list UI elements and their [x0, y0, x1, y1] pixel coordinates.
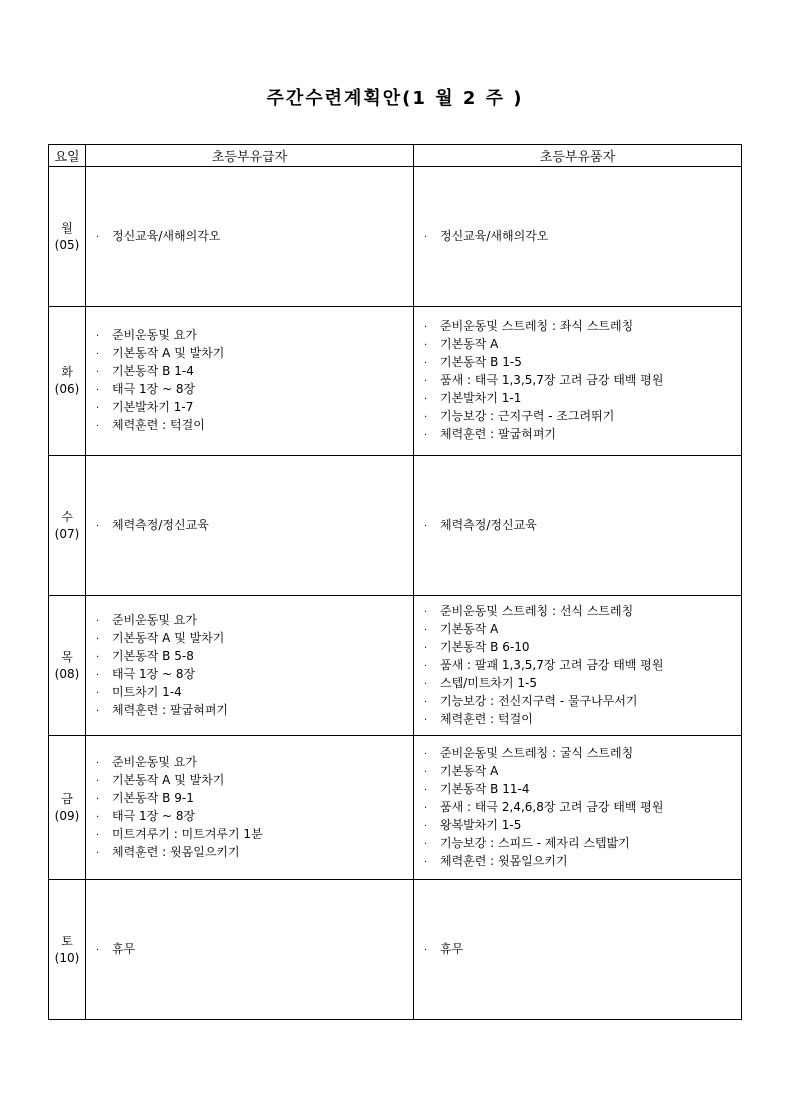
col-b-cell: [414, 736, 742, 880]
item-text: 체력측정/정신교육: [440, 517, 537, 532]
table-row: [49, 596, 742, 736]
table-row: [49, 880, 742, 1020]
list-item: [424, 639, 741, 657]
item-text: 준비운동및 스트레칭 : 좌식 스트레칭: [440, 319, 634, 333]
item-list: [424, 745, 741, 871]
item-text: 준비운동및 스트레칭 : 선식 스트레칭: [440, 603, 634, 618]
col-a-cell: [86, 736, 414, 880]
day-label: 화: [61, 365, 73, 379]
col-b-cell: [414, 307, 742, 456]
item-text: 기본동작 B 5-8: [112, 648, 194, 663]
day-date: (10): [54, 950, 80, 965]
item-list: [424, 228, 741, 246]
list-item: [424, 817, 741, 835]
list-item: [424, 336, 741, 354]
list-item: [424, 941, 741, 959]
item-text: 기본동작 B 1-5: [440, 355, 522, 369]
bullet-icon: ·: [424, 412, 428, 423]
list-item: [96, 612, 413, 630]
item-list: [424, 941, 741, 959]
item-text: 왕복발차기 1-5: [440, 817, 522, 832]
day-cell: [49, 596, 86, 736]
list-item: [424, 621, 741, 639]
bullet-icon: ·: [424, 820, 428, 832]
page-title: 주간수련계획안(1 월 2 주 ): [266, 88, 524, 109]
bullet-icon: ·: [96, 944, 100, 956]
item-text: 기본동작 A: [440, 337, 499, 351]
bullet-icon: ·: [424, 944, 428, 956]
table-body: [49, 167, 742, 1020]
list-item: [96, 517, 413, 535]
bullet-icon: ·: [96, 349, 100, 360]
header-col-b: 초등부유품자: [414, 145, 742, 167]
bullet-icon: ·: [96, 520, 100, 532]
item-list: [96, 228, 413, 246]
list-item: [96, 702, 413, 720]
list-item: [96, 808, 413, 826]
day-cell: [49, 880, 86, 1020]
table-row: [49, 167, 742, 307]
day-cell: [49, 307, 86, 456]
list-item: [424, 408, 741, 426]
bullet-icon: ·: [96, 421, 100, 432]
header-col-a: 초등부유급자: [86, 145, 414, 167]
table-row: [49, 307, 742, 456]
item-list: [96, 517, 413, 535]
bullet-icon: ·: [96, 847, 100, 859]
bullet-icon: ·: [424, 340, 428, 351]
day-cell: [49, 456, 86, 596]
bullet-icon: ·: [424, 856, 428, 868]
list-item: [424, 354, 741, 372]
list-item: [96, 666, 413, 684]
list-item: [96, 399, 413, 417]
list-item: [96, 363, 413, 381]
col-b-cell: [414, 596, 742, 736]
item-text: 체력훈련 : 팔굽혀펴기: [440, 427, 557, 441]
list-item: [424, 675, 741, 693]
bullet-icon: ·: [424, 624, 428, 636]
list-item: [96, 844, 413, 862]
item-text: 기본동작 A 및 발차기: [112, 630, 225, 645]
bullet-icon: ·: [424, 358, 428, 369]
item-text: 스텝/미트차기 1-5: [440, 675, 538, 690]
item-text: 체력훈련 : 턱걸이: [112, 418, 205, 432]
list-item: [424, 763, 741, 781]
bullet-icon: ·: [96, 651, 100, 663]
list-item: [424, 390, 741, 408]
day-label: 수: [61, 509, 73, 524]
list-item: [424, 657, 741, 675]
list-item: [96, 327, 413, 345]
list-item: [96, 228, 413, 246]
bullet-icon: ·: [96, 367, 100, 378]
item-text: 정신교육/새해의각오: [112, 228, 221, 243]
table-row: [49, 736, 742, 880]
bullet-icon: ·: [424, 520, 428, 532]
list-item: [424, 693, 741, 711]
bullet-icon: ·: [424, 802, 428, 814]
bullet-icon: ·: [96, 403, 100, 414]
table-row: [49, 456, 742, 596]
list-item: [424, 372, 741, 390]
bullet-icon: ·: [96, 793, 100, 805]
item-text: 휴무: [112, 941, 136, 956]
list-item: [424, 799, 741, 817]
bullet-icon: ·: [424, 322, 428, 333]
item-text: 기본발차기 1-7: [112, 400, 194, 414]
item-list: [96, 327, 413, 435]
bullet-icon: ·: [424, 678, 428, 690]
item-list: [96, 941, 413, 959]
list-item: [96, 345, 413, 363]
item-text: 기본동작 B 6-10: [440, 639, 530, 654]
item-list: [96, 754, 413, 862]
list-item: [424, 711, 741, 729]
bullet-icon: ·: [96, 811, 100, 823]
col-b-cell: [414, 880, 742, 1020]
bullet-icon: ·: [424, 748, 428, 760]
bullet-icon: ·: [96, 687, 100, 699]
bullet-icon: ·: [96, 615, 100, 627]
list-item: [424, 517, 741, 535]
list-item: [96, 772, 413, 790]
item-text: 기본동작 B 11-4: [440, 781, 530, 796]
list-item: [96, 754, 413, 772]
item-text: 품새 : 태극 1,3,5,7장 고려 금강 태백 평원: [440, 373, 664, 387]
item-text: 준비운동및 요가: [112, 612, 197, 627]
col-a-cell: [86, 596, 414, 736]
item-text: 태극 1장 ~ 8장: [112, 808, 196, 823]
list-item: [424, 853, 741, 871]
day-cell: [49, 736, 86, 880]
item-text: 준비운동및 요가: [112, 754, 197, 769]
list-item: [424, 603, 741, 621]
item-text: 기본동작 A 및 발차기: [112, 772, 225, 787]
table-header-row: [49, 145, 742, 167]
bullet-icon: ·: [424, 376, 428, 387]
bullet-icon: ·: [424, 784, 428, 796]
day-date: (08): [54, 666, 80, 681]
list-item: [424, 781, 741, 799]
list-item: [424, 745, 741, 763]
item-text: 기능보강 : 전신지구력 - 물구나무서기: [440, 693, 638, 708]
list-item: [96, 826, 413, 844]
item-text: 정신교육/새해의각오: [440, 228, 549, 243]
bullet-icon: ·: [424, 231, 428, 243]
item-list: [424, 603, 741, 729]
item-text: 기본발차기 1-1: [440, 391, 522, 405]
col-a-cell: [86, 880, 414, 1020]
bullet-icon: ·: [96, 231, 100, 243]
day-date: (05): [54, 237, 80, 252]
item-text: 휴무: [440, 941, 464, 956]
item-text: 체력훈련 : 윗몸일으키기: [112, 844, 240, 859]
item-list: [424, 318, 741, 444]
bullet-icon: ·: [96, 829, 100, 841]
item-text: 기본동작 B 9-1: [112, 790, 194, 805]
day-label: 목: [61, 649, 73, 664]
item-text: 미트차기 1-4: [112, 684, 182, 699]
bullet-icon: ·: [424, 696, 428, 708]
item-text: 품새 : 팔괘 1,3,5,7장 고려 금강 태백 평원: [440, 657, 664, 672]
item-text: 체력훈련 : 턱걸이: [440, 711, 533, 726]
item-text: 체력측정/정신교육: [112, 517, 209, 532]
item-text: 준비운동및 스트레칭 : 굴식 스트레칭: [440, 745, 634, 760]
bullet-icon: ·: [424, 642, 428, 654]
day-label: 월: [61, 220, 73, 235]
bullet-icon: ·: [96, 669, 100, 681]
item-text: 태극 1장 ~ 8장: [112, 666, 196, 681]
day-date: (09): [54, 808, 80, 823]
bullet-icon: ·: [424, 660, 428, 672]
list-item: [96, 941, 413, 959]
bullet-icon: ·: [96, 757, 100, 769]
list-item: [424, 426, 741, 444]
bullet-icon: ·: [424, 606, 428, 618]
item-text: 준비운동및 요가: [112, 328, 197, 342]
item-list: [424, 517, 741, 535]
col-b-cell: [414, 456, 742, 596]
col-a-cell: [86, 456, 414, 596]
list-item: [96, 630, 413, 648]
bullet-icon: ·: [96, 633, 100, 645]
bullet-icon: ·: [424, 714, 428, 726]
item-text: 기본동작 B 1-4: [112, 364, 194, 378]
list-item: [424, 228, 741, 246]
list-item: [96, 790, 413, 808]
item-text: 기능보강 : 근지구력 - 조그려뛰기: [440, 409, 615, 423]
item-text: 미트겨루기 : 미트겨루기 1분: [112, 826, 263, 841]
bullet-icon: ·: [96, 331, 100, 342]
list-item: [96, 381, 413, 399]
col-a-cell: [86, 167, 414, 307]
list-item: [96, 684, 413, 702]
day-date: (07): [54, 526, 80, 541]
bullet-icon: ·: [96, 705, 100, 717]
weekly-plan-table: [48, 144, 742, 1020]
bullet-icon: ·: [424, 838, 428, 850]
col-a-cell: [86, 307, 414, 456]
item-text: 기본동작 A: [440, 621, 499, 636]
header-day: 요일: [49, 145, 86, 167]
list-item: [424, 318, 741, 336]
col-b-cell: [414, 167, 742, 307]
list-item: [96, 417, 413, 435]
day-label: 금: [61, 791, 73, 806]
item-text: 기본동작 A 및 발차기: [112, 346, 225, 360]
item-text: 품새 : 태극 2,4,6,8장 고려 금강 태백 평원: [440, 799, 664, 814]
item-text: 체력훈련 : 윗몸일으키기: [440, 853, 568, 868]
bullet-icon: ·: [424, 430, 428, 441]
bullet-icon: ·: [424, 766, 428, 778]
item-text: 기본동작 A: [440, 763, 499, 778]
list-item: [96, 648, 413, 666]
bullet-icon: ·: [424, 394, 428, 405]
item-text: 기능보강 : 스피드 - 제자리 스텝밟기: [440, 835, 630, 850]
day-label: 토: [61, 933, 73, 948]
day-cell: [49, 167, 86, 307]
bullet-icon: ·: [96, 385, 100, 396]
item-text: 체력훈련 : 팔굽혀펴기: [112, 702, 229, 717]
day-date: (06): [54, 382, 80, 396]
list-item: [424, 835, 741, 853]
item-text: 태극 1장 ~ 8장: [112, 382, 196, 396]
item-list: [96, 612, 413, 720]
bullet-icon: ·: [96, 775, 100, 787]
